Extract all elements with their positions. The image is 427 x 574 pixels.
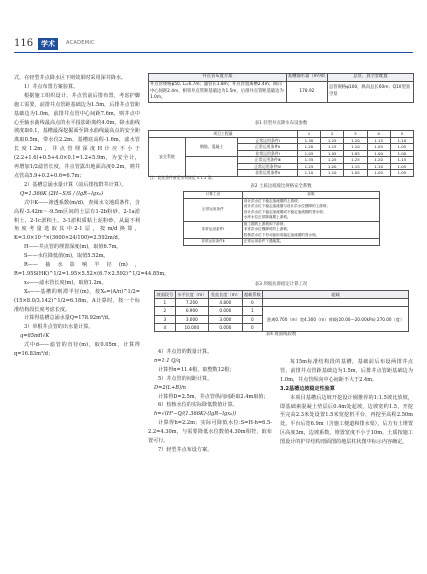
paragraph: 3.2基槽边坡稳定性验算 [280, 385, 335, 392]
table-cell-line: 水库水位正常降落期上游坡。 [243, 215, 291, 219]
table-cell: 1.10 [390, 137, 413, 144]
table-row [184, 239, 380, 246]
table-cell: 1.05 [390, 144, 413, 151]
paragraph: x₀——滤水管长度(m)，取值1.2m。 [24, 279, 107, 286]
paragraph: X₀——基槽的则滞半径(m)，按X₀=(A/π)^1/2=(15×8.0/3.142)^1/2=6.18m。A计算时，按一个标准结构段长度考虑长度。 [14, 288, 140, 313]
table-cell: 非常运用条件Ⅰ [184, 221, 243, 239]
page-number: 116 [14, 38, 34, 49]
table-cell: 3 [155, 315, 176, 323]
paragraph: H——井点管的埋置深度(m)，取值6.7m。 [24, 244, 122, 251]
table-cell: 总管规格φ100，纵向总长60m；Q10型真空泵 [328, 81, 414, 102]
table-cell-line: 设计洪水位下稳定渗流期与设计洪水位骤降的上游坡； [243, 204, 331, 208]
table-cell: 1 [155, 299, 176, 307]
table-cell: 6.900 [175, 307, 209, 315]
table-cell: 1.15 [344, 163, 367, 170]
table-cell: 正常运用条件Ⅰ [238, 137, 298, 144]
table-note: 注：此处条件参见水利规范 5.1.2 条。 [150, 175, 216, 180]
table-cell: 1.00 [390, 150, 413, 157]
table-cell: 178.92 [286, 81, 327, 102]
paragraph: 式，在轻型井点降水区下则效果时采用深井降水。 [14, 75, 127, 81]
load-case-table [183, 191, 380, 246]
table-cell: 井点管规格φ50, L=6.7m；滤管长1.8m；井点管置离槽2.4m；纵向中心间距2.4m，相邻井点管距基础边为1.5m，后排井点管距基础边为1.0m。 [149, 81, 287, 102]
paragraph: 式中d——滤管的直径(m)，取0.05m，计算得q=16.83m³/d； [14, 342, 140, 358]
table-cell: 0 [242, 299, 263, 307]
paragraph: 5）井点管的间距计算。 [158, 375, 213, 382]
section-en-label: ACADEMIC [66, 40, 95, 46]
table-cell-line: 校核洪水位下有可能形成稳定渗流期的背水坡。 [243, 232, 320, 237]
table-caption: 表2 土质边坡坡比规格安全系数 [250, 184, 312, 189]
paragraph: 计算得D=2.5m，井点管纵向间距取2.4m取值； [158, 393, 269, 400]
table-cell: 1.05 [367, 144, 390, 151]
paragraph: 7）轻型井点布设方案。 [158, 446, 213, 453]
table-cell: 非常运用条件Ⅱ [238, 170, 298, 177]
table-cell-line: 设计洪水位下稳定渗流期的上游坡； [243, 198, 302, 203]
header-rule [14, 52, 413, 53]
table-cell: 0 [242, 315, 263, 323]
paragraph: 本项目基槽后边坡开挖设计圈推荐的1:1.5坡比放坡，即基础素混凝土垫层后0.4m处起坡，边坡宽约1.5，开挖至完高2.3米处设置1.5米宽挖机平台，再挖至高程2.50m处。平台后宽6.9m（含施工便道和排水渠），后方有土堆置区高度3m，边坡系数，堆置宽度不小于10m，土质按施工图设计的护岸结构剖面图的地层柱状图中标示内容确定。 [280, 394, 413, 446]
table-cell: 1.10 [297, 170, 320, 177]
paragraph: 每15m标准结构段的基槽，基础前后布设两排井点管，前排井点管距基础边为1.5m，后排井点管距基础边为1.0m，井点管纵向中心间距不大于2.4m。 [280, 359, 413, 383]
table-row [155, 299, 409, 307]
table-cell: 1.10 [321, 170, 344, 177]
table-cell-line: 施工期的上游坡和下游坡； [243, 221, 287, 226]
paragraph: 4）井点管的数量计算。 [158, 349, 213, 355]
table-cell: 1.25 [321, 157, 344, 164]
dewatering-plan-table [148, 73, 414, 103]
slope-segment-table [154, 290, 409, 332]
table-cell: 1.05 [344, 150, 367, 157]
table-group-label: 钢筋、混凝土 [185, 137, 237, 157]
table-cell: 1.05 [297, 150, 320, 157]
paragraph: 3）单根井点管的出水量计算。 [24, 324, 94, 331]
table-cell-line: 正常运用条件下遇地震。 [243, 239, 284, 243]
table-header-cell: 计算工况 [184, 192, 243, 199]
table-group-label: 安全系数 [149, 137, 186, 176]
table-cell: 2 [155, 307, 176, 315]
paragraph: 2）基槽总涌水量计算（前后排按群井计算）。 [24, 181, 127, 188]
table-cell: 10.000 [175, 323, 209, 331]
table-cell: 1.20 [321, 163, 344, 170]
table-header-cell: 1 [297, 131, 320, 138]
table-header-cell: 竖直长度（m） [209, 291, 243, 299]
paragraph: n=1.1 Q/q [154, 357, 181, 364]
safety-factor-table [148, 130, 414, 177]
table-row [155, 307, 409, 315]
table-caption: 表3 坝坡抗滑稳定计算工况 [254, 282, 308, 287]
paragraph: 计算得h=2.2m；实际可降低水位:S=H-h=6.5-2.2=4.30m，与需要降低水位数值4.30m相符，取布置可行。 [148, 420, 272, 445]
table-header-cell: 3 [344, 131, 367, 138]
table-header-cell: 说明 [242, 192, 379, 199]
table-cell: 非常运用条件Ⅱ [184, 239, 243, 246]
table-cell: 4.800 [209, 299, 243, 307]
table-cell: 1.25 [297, 163, 320, 170]
page-header [14, 38, 413, 52]
table-header-cell: 坡面段号 [156, 292, 174, 297]
table-cell-line: 非常洪水位骤降时的上游坡； [243, 227, 291, 231]
paragraph: 计算得基槽总涌水量Q=178.92m³/d。 [24, 315, 114, 322]
paragraph: q=65πdl√K [20, 333, 50, 340]
table-cell: 3.000 [209, 315, 243, 323]
table-cell: 1.35 [297, 157, 320, 164]
table-header-cell: 项目工程量 [149, 131, 298, 138]
table-cell: 1.15 [367, 137, 390, 144]
paragraph: D=2(L+B)/n [154, 384, 186, 391]
table-cell: 1.25 [321, 137, 344, 144]
right-text-column [280, 358, 413, 447]
table-header-cell: 2 [321, 131, 344, 138]
table-cell: 1.05 [367, 170, 390, 177]
table-cell: 正常运用条件 [184, 198, 243, 221]
middle-text-column [148, 348, 272, 455]
table-header-cell: 4 [367, 131, 390, 138]
table-caption: 表1 轻型井点降水布设参数 [254, 121, 308, 126]
paragraph: 6）校核水位的实际降低数值计算。 [158, 402, 238, 409]
table-header-cell: 超载系数 [243, 292, 261, 297]
table-header-cell: 超载 [263, 291, 409, 299]
table-cell [242, 198, 379, 221]
overload-note: 距离0.700（m）宽4.300（m）荷载(20.00—20.00kPa) 270.00（度） [263, 307, 409, 332]
table-cell: 1.15 [390, 157, 413, 164]
paragraph: 式中K——渗透系数(m/d)，查阅水文地质条件，含高程-3.42m～-9.5m区间的土层有1-2b粉砂、2-1a淤积土、2-1c淤积土、3-1淤积质粘土泥粉砂，从最不利角度考量选取其中2-1层，按m/d换算，K=3.0×10⁻³×(3600×24/100)=2.592m/d。 [14, 199, 140, 242]
table-cell: 0 [242, 323, 263, 331]
table-cell [263, 299, 409, 307]
table-cell: 1.20 [344, 137, 367, 144]
table-cell: 1.20 [297, 144, 320, 151]
table-header-cell: 井点管布置方案 [149, 74, 287, 82]
table-cell: 1.10 [344, 144, 367, 151]
table-cell: 1.05 [390, 163, 413, 170]
table-cell: 4 [155, 323, 176, 331]
table-cell: 1.25 [344, 157, 367, 164]
table-cell: 正常运用条件Ⅳ [238, 163, 298, 170]
paragraph: 根据施工组织设计，井点管前后排布置，考虑护脚施工需要，前排井点管距基础边为1.5m，后排井点管距基础边为1.0m，前排井点管中心间距7.6m，则井点中心至轴水曲线最高点的水平投影距离约4.0m，降水曲线坡度取0.1，基槽最深挖掘面至降水曲线最高点的安全距离取0.5m，带水位2.2m，基槽底高程-1.6m，滤水管长度1.2m，井点管埋深度H计应不小于(2.2+1.6)+0.5+4.0×0.1=1.2+5.9m，为安全计，再增加1/2滤管长度，井点管露出地面高度0.2m，则井点管高5.9+0.2+0.6=6.7m； [14, 92, 140, 179]
table-cell: 1.10 [367, 163, 390, 170]
table-cell: 1.05 [344, 170, 367, 177]
table-cell: 0.000 [209, 323, 243, 331]
table-cell: 1.30 [297, 137, 320, 144]
table-cell: 非常运用条件Ⅰ [238, 150, 298, 157]
table-cell: 1.05 [321, 150, 344, 157]
table-row [184, 221, 380, 239]
table-header-cell: 水平长度（m） [175, 291, 209, 299]
paragraph: S——水位降低值(m)，取值5.52m。 [24, 253, 109, 260]
table-cell [242, 221, 379, 239]
table-cell: 1.15 [321, 144, 344, 151]
paragraph: 1）井点布置方案验算。 [24, 83, 79, 90]
table-cell [242, 239, 379, 246]
paragraph: Q=1.366K (2H−S)S / (lgR−lgx₀) [20, 190, 104, 197]
table-cell: 7.200 [175, 299, 209, 307]
table-header-cell: 总管、真空泵配置 [328, 74, 414, 82]
table-cell: 1.00 [367, 150, 390, 157]
table-group-label [185, 157, 237, 177]
paragraph: h=√(H²−Q/(1.366K)·(lgR−lgx₀)) [154, 411, 237, 418]
table-row [184, 198, 380, 221]
paragraph: R——抽水影响半径(m)，R=1.95S(HK)^1/2=1.95×5.52×(6.7×2.592)^1/2=44.85m。 [14, 262, 170, 277]
table-cell: 正常运用条件Ⅲ [238, 157, 298, 164]
section-badge: 学术 [38, 38, 58, 50]
table-cell: 3.000 [175, 315, 209, 323]
table-header-cell: 5 [390, 131, 413, 138]
table-cell-line: 设计洪水位下稳定渗流期或不稳定渗流期的背水坡； [243, 209, 327, 214]
table-cell: 1 [242, 307, 263, 315]
paragraph: 计算得n=11.4根，取整数12根； [158, 366, 235, 373]
table-cell: 正常运用条件Ⅱ [238, 144, 298, 151]
table-cell: 0.000 [209, 307, 243, 315]
table-header-cell: 基槽涌水量（m³/d） [286, 74, 327, 82]
table-cell: 1.20 [367, 157, 390, 164]
table-cell: 1.05 [390, 170, 413, 177]
table-caption: 表4 坡面线段数 [265, 332, 297, 337]
